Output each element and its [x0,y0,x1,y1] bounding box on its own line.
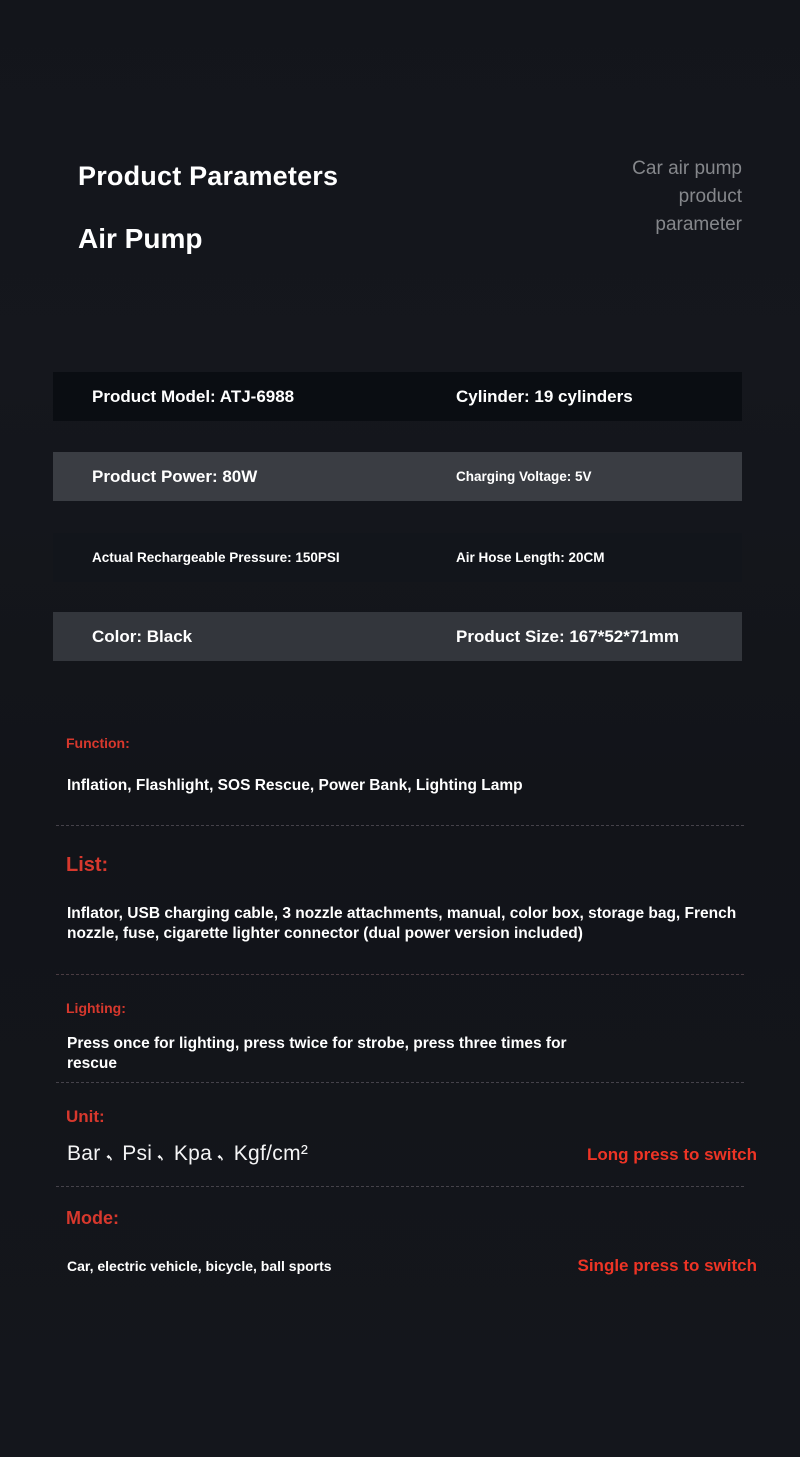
divider [56,1186,744,1187]
ideographic-comma: , [207,1144,227,1164]
spec-row-pressure-hose [53,533,742,582]
spec-cylinder: Cylinder: 19 cylinders [456,386,633,406]
mode-switch-hint: Single press to switch [577,1256,757,1275]
side-note-line2: product [678,186,742,207]
unit-value: Kpa [173,1142,213,1165]
spec-color: Color: Black [92,626,193,646]
divider [56,974,744,975]
function-body: Inflation, Flashlight, SOS Rescue, Power Bank, Lighting Lamp [67,777,523,794]
spec-row-power-voltage [53,452,742,501]
side-note [632,155,742,239]
page-title-line2: Air Pump [78,223,203,254]
spec-air-hose-length: Air Hose Length: 20CM [456,550,605,565]
spec-product-size: Product Size: 167*52*71mm [456,626,679,646]
lighting-body: Press once for lighting, press twice for strobe, press three times for rescue [67,1035,567,1072]
list-label: List: [66,854,109,876]
spec-rechargeable-pressure: Actual Rechargeable Pressure: 150PSI [92,550,340,565]
unit-switch-hint: Long press to switch [586,1145,757,1164]
spec-charging-voltage: Charging Voltage: 5V [456,469,592,484]
unit-value: Kgf/cm² [233,1142,309,1165]
function-label: Function: [66,735,130,751]
spec-row-color-size [53,612,742,661]
side-note-line1: Car air pump [632,158,742,179]
spec-row-model-cylinder [53,372,742,421]
side-note-line3: parameter [655,214,742,235]
unit-value: Psi [122,1142,153,1165]
divider [56,1082,744,1083]
unit-value: Bar [67,1142,101,1165]
ideographic-comma: , [147,1144,167,1164]
unit-label: Unit: [66,1107,105,1126]
divider [56,825,744,826]
lighting-label: Lighting: [66,1000,126,1016]
spec-product-power: Product Power: 80W [92,466,258,486]
mode-body: Car, electric vehicle, bicycle, ball sports [67,1258,332,1274]
mode-label: Mode: [66,1208,119,1228]
spec-product-model: Product Model: ATJ-6988 [92,386,295,406]
ideographic-comma: , [95,1144,115,1164]
unit-values [67,1142,308,1166]
list-body: Inflator, USB charging cable, 3 nozzle attachments, manual, color box, storage bag, French nozzle, fuse, cigarette lighter connector (dual power version included) [67,905,737,942]
page-title-line1: Product Parameters [78,161,339,191]
